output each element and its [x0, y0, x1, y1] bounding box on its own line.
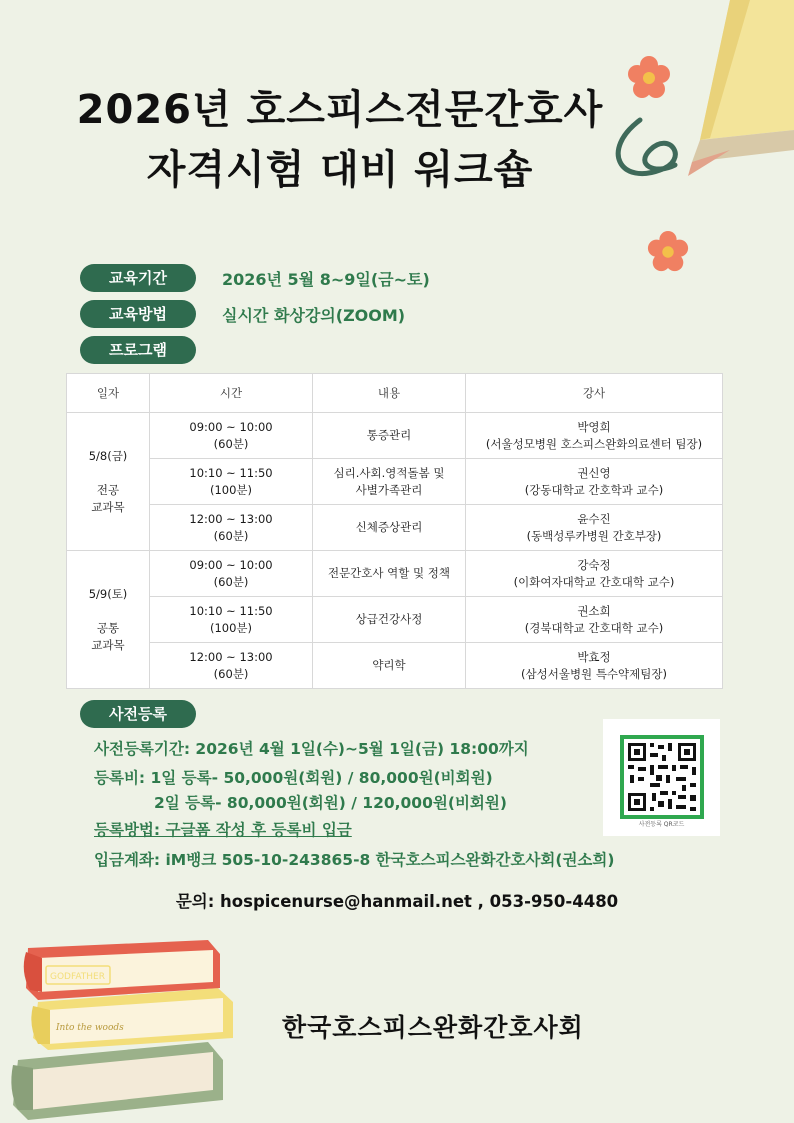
period-label: 교육기간: [80, 264, 196, 292]
program-label: 프로그램: [80, 336, 196, 364]
instructor-cell: 박영희 (서울성모병원 호스피스완화의료센터 팀장): [466, 413, 723, 459]
qr-caption: 사전등록 QR코드: [638, 821, 685, 828]
registration-period: 사전등록기간: 2026년 4월 1일(수)~5월 1일(금) 18:00까지: [94, 740, 529, 758]
time-cell: 09:00 ~ 10:00 (60분): [150, 551, 313, 597]
registration-fee-1day: 등록비: 1일 등록- 50,000원(회원) / 80,000원(비회원): [94, 769, 493, 787]
method-value: 실시간 화상강의(ZOOM): [222, 306, 406, 325]
content-cell: 신체증상관리: [313, 505, 466, 551]
method-label: 교육방법: [80, 300, 196, 328]
table-row: [67, 643, 723, 689]
instructor-cell: 강숙정 (이화여자대학교 간호대학 교수): [466, 551, 723, 597]
instructor-cell: 권신영 (강동대학교 간호학과 교수): [466, 459, 723, 505]
qr-code[interactable]: [603, 719, 720, 836]
page-title: 2026년 호스피스전문간호사: [76, 87, 604, 133]
instructor-cell: 권소희 (경북대학교 간호대학 교수): [466, 597, 723, 643]
schedule-table: [66, 373, 723, 689]
header-content: 내용: [313, 374, 466, 413]
time-cell: 12:00 ~ 13:00 (60분): [150, 505, 313, 551]
header-date: 일자: [67, 374, 150, 413]
table-row: [67, 597, 723, 643]
qr-code-icon: [620, 735, 704, 819]
registration-method: 등록방법: 구글폼 작성 후 등록비 입금: [94, 821, 352, 839]
registration-account: 입금계좌: iM뱅크 505-10-243865-8 한국호스피스완화간호사회(권소희): [94, 851, 615, 869]
day-cell: 5/9(토) 공통 교과목: [67, 551, 150, 689]
header-instructor: 강사: [466, 374, 723, 413]
registration-fee-2day: 2일 등록- 80,000원(회원) / 120,000원(비회원): [154, 794, 507, 812]
time-cell: 09:00 ~ 10:00 (60분): [150, 413, 313, 459]
table-header-row: [67, 374, 723, 413]
table-row: [67, 505, 723, 551]
content-cell: 통증관리: [313, 413, 466, 459]
book-title-woods: Into the woods: [56, 1023, 124, 1033]
registration-label: 사전등록: [80, 700, 196, 728]
table-row: [67, 551, 723, 597]
header-time: 시간: [150, 374, 313, 413]
time-cell: 10:10 ~ 11:50 (100분): [150, 459, 313, 505]
day-cell: 5/8(금) 전공 교과목: [67, 413, 150, 551]
table-row: [67, 413, 723, 459]
content-cell: 상급건강사정: [313, 597, 466, 643]
book-title-godfather: GODFATHER: [50, 972, 106, 982]
period-value: 2026년 5월 8~9일(금~토): [222, 270, 430, 289]
time-cell: 10:10 ~ 11:50 (100분): [150, 597, 313, 643]
flower-icon: [646, 230, 690, 274]
time-cell: 12:00 ~ 13:00 (60분): [150, 643, 313, 689]
organization-name: 한국호스피스완화간호사회: [282, 1013, 584, 1042]
instructor-cell: 박효정 (삼성서울병원 특수약제팀장): [466, 643, 723, 689]
content-cell: 전문간호사 역할 및 정책: [313, 551, 466, 597]
books-illustration: [8, 940, 248, 1123]
instructor-cell: 윤수진 (동백성루카병원 간호부장): [466, 505, 723, 551]
contact-info: 문의: hospicenurse@hanmail.net , 053-950-4480: [175, 892, 619, 911]
table-row: [67, 459, 723, 505]
page-subtitle: 자격시험 대비 워크숍: [146, 147, 534, 193]
content-cell: 심리.사회.영적돌봄 및 사별가족관리: [313, 459, 466, 505]
content-cell: 약리학: [313, 643, 466, 689]
